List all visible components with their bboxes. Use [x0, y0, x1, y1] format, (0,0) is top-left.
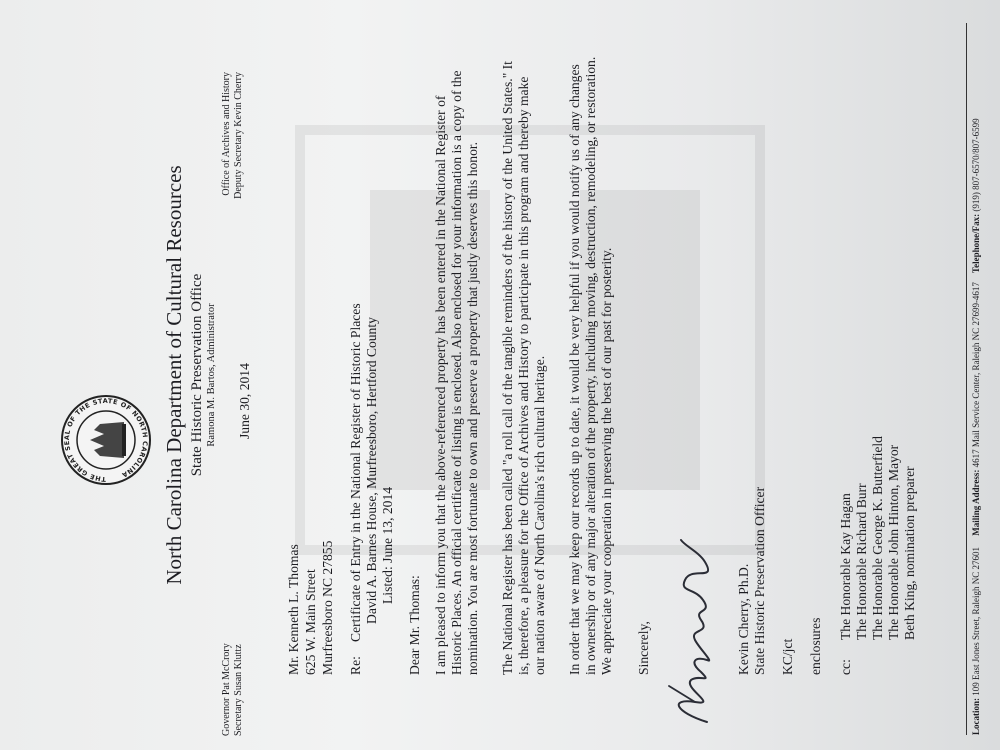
office-name: State Historic Preservation Office: [189, 273, 205, 477]
mailing-address: 4617 Mail Service Center, Raleigh NC 27699-4617: [971, 282, 981, 468]
paragraph-line: our nation aware of North Carolina's rich cultural heritage.: [532, 355, 547, 675]
seal-text: THE GREAT SEAL OF THE STATE OF NORTH CAROLINA: [62, 396, 150, 484]
paragraph-line: in ownership or of any major alteration of the property, including moving, destruction, remodeling, or restoration.: [583, 56, 598, 675]
recipient-line: Mr. Kenneth L. Thomas: [286, 544, 301, 675]
department-heading: North Carolina Department of Cultural Resources: [162, 165, 186, 585]
footer-address: [972, 118, 981, 735]
enclosures: enclosures: [808, 617, 823, 675]
re-line: David A. Barnes House, Murfreesboro, Hertford County: [364, 317, 379, 624]
paragraph-line: nomination. You are most fortunate to own and preserve a property that justly deserves this honor.: [465, 141, 480, 675]
paragraph-line: I am pleased to inform you that the above-referenced property has been entered in the National Register of: [433, 95, 448, 675]
footer-divider: [966, 23, 967, 735]
recipient-line: Murfreesboro NC 27855: [320, 540, 335, 675]
governor-name: Governor Pat McCrory: [221, 643, 232, 736]
re-line: Listed: June 13, 2014: [380, 486, 395, 604]
state-seal-icon: [60, 394, 152, 486]
cc-name: Beth King, nomination preparer: [902, 466, 917, 640]
paragraph-line: The National Register has been called "a roll call of the tangible reminders of the history of the United States." It: [500, 61, 515, 675]
salutation: Dear Mr. Thomas:: [407, 575, 422, 675]
administrator-name: Ramona M. Bartos, Administrator: [206, 303, 217, 447]
re-label: Re:: [348, 656, 363, 675]
cc-name: The Honorable George K. Butterfield: [870, 436, 885, 640]
division-name: Office of Archives and History: [221, 72, 232, 196]
phone-number: (919) 807-6570/807-6599: [971, 118, 981, 212]
cc-name: The Honorable John Hinton, Mayor: [886, 444, 901, 640]
recipient-line: 625 W. Main Street: [303, 569, 318, 675]
deputy-name: Deputy Secretary Kevin Cherry: [233, 72, 244, 199]
closing: Sincerely,: [636, 621, 651, 675]
initials: KC/jct: [780, 638, 795, 675]
letter-date: June 30, 2014: [237, 363, 252, 439]
paragraph-line: In order that we may keep our records up to date, it would be very helpful if you would notify us of any changes: [567, 64, 582, 675]
location-address: 109 East Jones Street, Raleigh NC 27601: [971, 547, 981, 696]
signer-name: Kevin Cherry, Ph.D.: [736, 563, 751, 675]
secretary-name: Secretary Susan Kluttz: [233, 644, 244, 736]
phone-label: Telephone/Fax:: [971, 213, 981, 274]
signer-title: State Historic Preservation Officer: [752, 486, 767, 675]
paragraph-line: We appreciate your cooperation in preserving the best of our past for posterity.: [599, 247, 614, 675]
paragraph-line: is, therefore, a pleasure for the Office of Archives and History to participate in this program and thereby make: [516, 76, 531, 675]
location-label: Location:: [971, 698, 981, 735]
paragraph-line: Historic Places. An official certificate of listing is enclosed. Also enclosed for your information is a copy of the: [449, 70, 464, 675]
cc-name: The Honorable Richard Burr: [854, 483, 869, 640]
re-line: Certificate of Entry in the National Register of Historic Places: [348, 303, 363, 642]
cc-name: The Honorable Kay Hagan: [838, 493, 853, 640]
mailing-label: Mailing Address:: [971, 469, 981, 536]
cc-label: cc:: [838, 659, 853, 675]
signature-icon: [655, 532, 735, 732]
